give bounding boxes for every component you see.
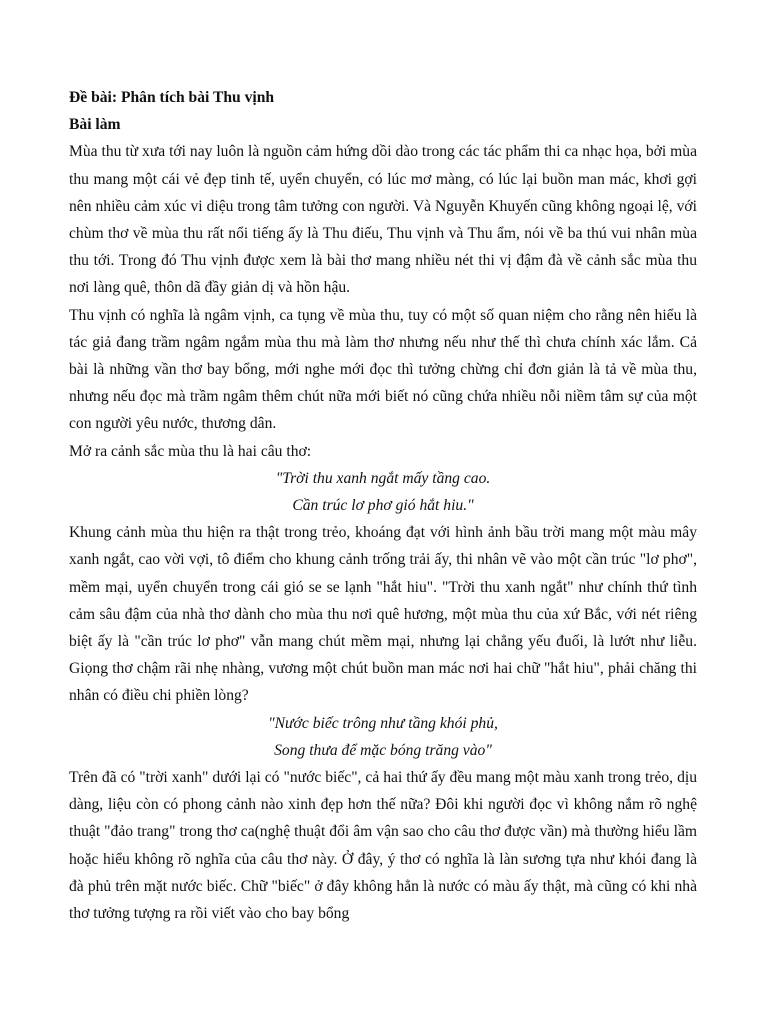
- verse-1-line-2: Cần trúc lơ phơ gió hắt hiu.": [292, 497, 474, 515]
- paragraph-2: Thu vịnh có nghĩa là ngâm vịnh, ca tụng về mùa thu, tuy có một số quan niệm cho rằng nên hiểu là tác giả đang trầm ngâm ngắm mùa thu mà làm thơ nhưng nếu như thế thì chưa chính xác lắm. Cả bài là những vần thơ bay bổng, mới nghe mới đọc thì tưởng chừng chỉ đơn giản là tả về mùa thu, nhưng nếu đọc mà trầm ngâm thêm chút nữa mới biết nó cũng chứa nhiều nỗi niềm tâm sự của một con người yêu nước, thương dân.: [69, 306, 697, 433]
- document-page: [69, 84, 697, 927]
- document-title: Đề bài: Phân tích bài Thu vịnh: [69, 89, 275, 106]
- verse-2-line-1: "Nước biếc trông như tầng khói phủ,: [268, 714, 498, 732]
- document-subtitle: Bài làm: [69, 116, 121, 134]
- paragraph-4: Khung cảnh mùa thu hiện ra thật trong trẻo, khoáng đạt với hình ảnh bầu trời mang một màu mây xanh ngắt, cao vời vợi, tô điểm cho khung cảnh trống trải ấy, thi nhân vẽ vào một cần trúc "lơ phơ", mềm mại, uyển chuyển trong cái gió se se lạnh "hắt hiu". "Trời thu xanh ngắt" như chính thứ tình cảm sâu đậm của nhà thơ dành cho mùa thu nơi quê hương, một mùa thu của xứ Bắc, với nét riêng biệt ấy là "cần trúc lơ phơ" vẫn mang chút mềm mại, nhưng lại chẳng yếu đuối, là lướt như liễu. Giọng thơ chậm rãi nhẹ nhàng, vương một chút buồn man mác nơi hai chữ "hắt hiu", phải chăng thi nhân có điều chi phiền lòng?: [69, 524, 697, 705]
- paragraph-1: Mùa thu từ xưa tới nay luôn là nguồn cảm hứng dồi dào trong các tác phẩm thi ca nhạc họa, bởi mùa thu mang một cái vẻ đẹp tinh tế, uyển chuyển, có lúc mơ màng, có lúc lại buồn man mác, khơi gợi nên nhiều cảm xúc vi diệu trong tâm tưởng con người. Và Nguyễn Khuyến cũng không ngoại lệ, với chùm thơ về mùa thu rất nổi tiếng ấy là Thu điếu, Thu vịnh và Thu ẩm, nói về ba thú vui nhân mùa thu tới. Trong đó Thu vịnh được xem là bài thơ mang nhiều nét thi vị đậm đà về cảnh sắc mùa thu nơi làng quê, thôn dã đầy giản dị và hồn hậu.: [69, 143, 697, 297]
- verse-2-line-2: Song thưa để mặc bóng trăng vào": [274, 741, 492, 759]
- paragraph-5: Trên đã có "trời xanh" dưới lại có "nước biếc", cả hai thứ ấy đều mang một màu xanh trong trẻo, dịu dàng, liệu còn có phong cảnh nào xinh đẹp hơn thế nữa? Đôi khi người đọc vì không nắm rõ nghệ thuật "đảo trang" trong thơ ca(nghệ thuật đổi âm vận sao cho câu thơ được vần) mà thường hiểu lầm hoặc hiểu không rõ nghĩa của câu thơ này. Ở đây, ý thơ có nghĩa là làn sương tựa như khói đang là đà phủ trên mặt nước biếc. Chữ "biếc" ở đây không hẳn là nước có màu ấy thật, mà cũng có khi nhà thơ tưởng tượng ra rồi viết vào cho bay bổng: [69, 769, 697, 923]
- paragraph-3: Mở ra cảnh sắc mùa thu là hai câu thơ:: [69, 442, 312, 460]
- verse-1-line-1: "Trời thu xanh ngắt mấy tầng cao.: [275, 469, 491, 487]
